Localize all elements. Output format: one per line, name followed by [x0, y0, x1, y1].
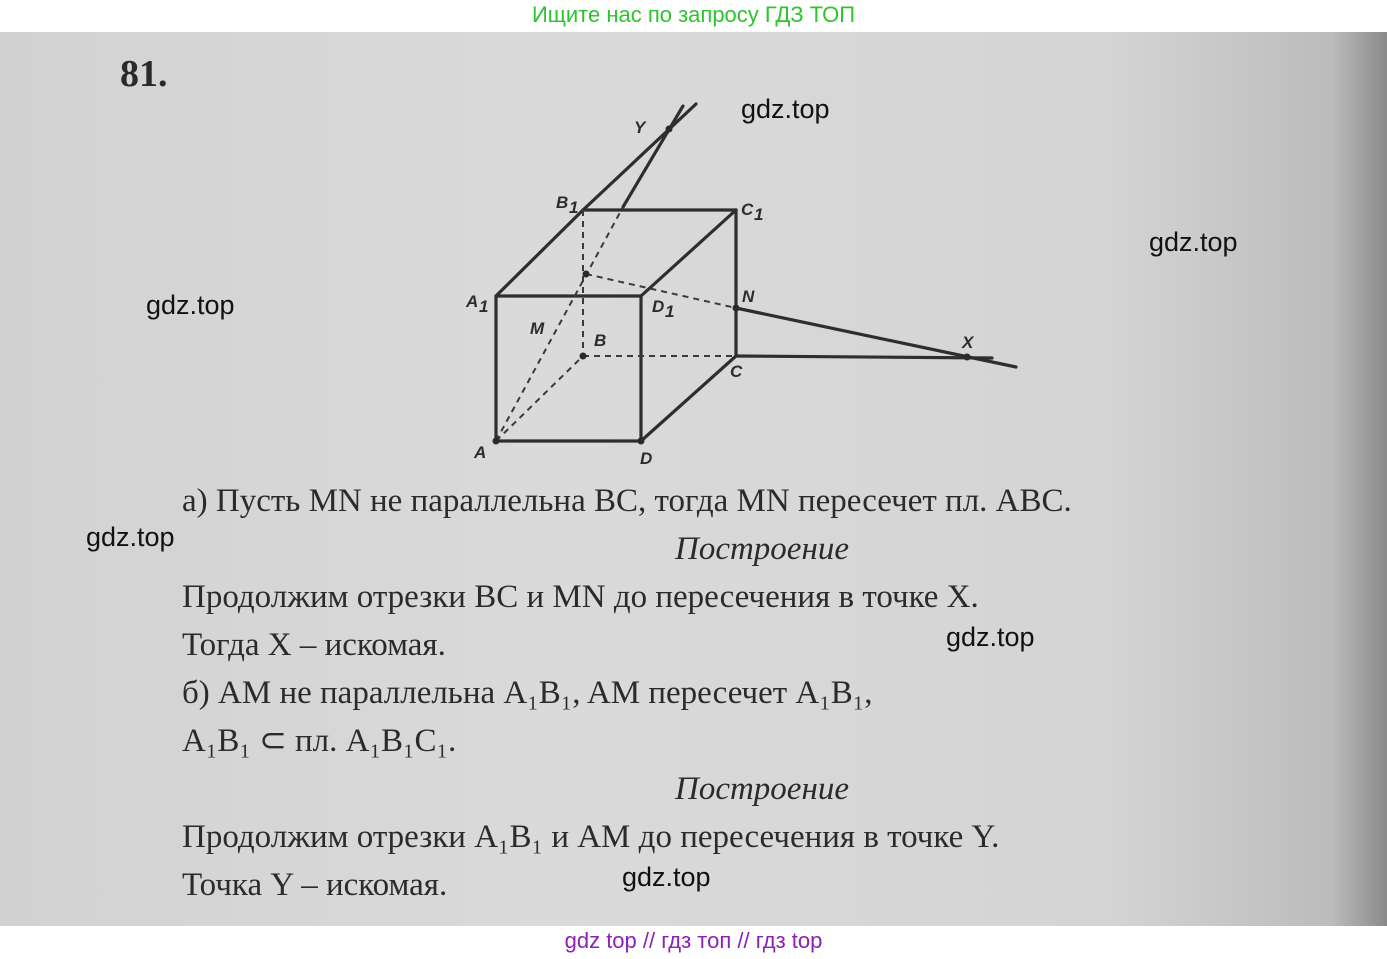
edge-a1b1 — [496, 210, 583, 296]
label-d1-sub: 1 — [665, 302, 675, 321]
watermark: gdz.top — [946, 622, 1035, 652]
label-b1: B — [556, 193, 569, 212]
edge-dc — [641, 356, 736, 441]
scanned-page — [0, 32, 1387, 927]
text-line-5: A₁B₁ ⊂ пл. A₁B₁C₁. — [182, 723, 457, 759]
text-line-1: а) Пусть MN не параллельна BC, тогда MN пересечет пл. ABC. — [182, 483, 1072, 519]
label-a: A — [474, 443, 487, 462]
label-b: B — [594, 331, 607, 350]
text-line-7: Точка Y – искомая. — [182, 867, 448, 903]
text-line-4: б) AM не параллельна A₁B₁, AM пересечет A₁B₁, — [182, 675, 873, 711]
text-line-6: Продолжим отрезки A₁B₁ и AM до пересечения в точке Y. — [182, 819, 1000, 855]
label-x: X — [962, 333, 974, 352]
label-d: D — [640, 449, 653, 468]
bottom-banner[interactable]: gdz top // гдз топ // гдз top — [0, 926, 1387, 959]
watermark: gdz.top — [86, 522, 175, 552]
label-d1: D — [652, 297, 665, 316]
label-c1: C — [741, 200, 754, 219]
heading-construction-1: Построение — [675, 531, 849, 567]
label-m: M — [530, 319, 545, 338]
label-c1-sub: 1 — [754, 205, 764, 224]
watermark: gdz.top — [146, 290, 235, 320]
label-a1: A — [466, 292, 479, 311]
hidden-edge-ab — [496, 356, 583, 441]
line-m-y — [623, 106, 683, 207]
label-a1-sub: 1 — [479, 297, 489, 316]
edge-c1d1 — [641, 210, 736, 296]
watermark: gdz.top — [1149, 227, 1238, 257]
watermark: gdz.top — [622, 862, 711, 892]
hidden-line-am — [496, 207, 623, 441]
heading-construction-2: Построение — [675, 771, 849, 807]
top-banner[interactable]: Ищите нас по запросу ГДЗ ТОП — [531, 2, 856, 27]
line-c-x — [736, 356, 992, 358]
text-line-2: Продолжим отрезки BC и MN до пересечения в точке X. — [182, 579, 979, 615]
text-line-3: Тогда X – искомая. — [182, 627, 446, 663]
watermark: gdz.top — [741, 94, 830, 124]
label-b1-sub: 1 — [569, 198, 579, 217]
label-c: C — [730, 362, 743, 381]
label-y: Y — [634, 118, 646, 137]
label-n: N — [742, 287, 755, 306]
problem-number: 81. — [120, 53, 168, 95]
solution-text — [182, 477, 1332, 909]
